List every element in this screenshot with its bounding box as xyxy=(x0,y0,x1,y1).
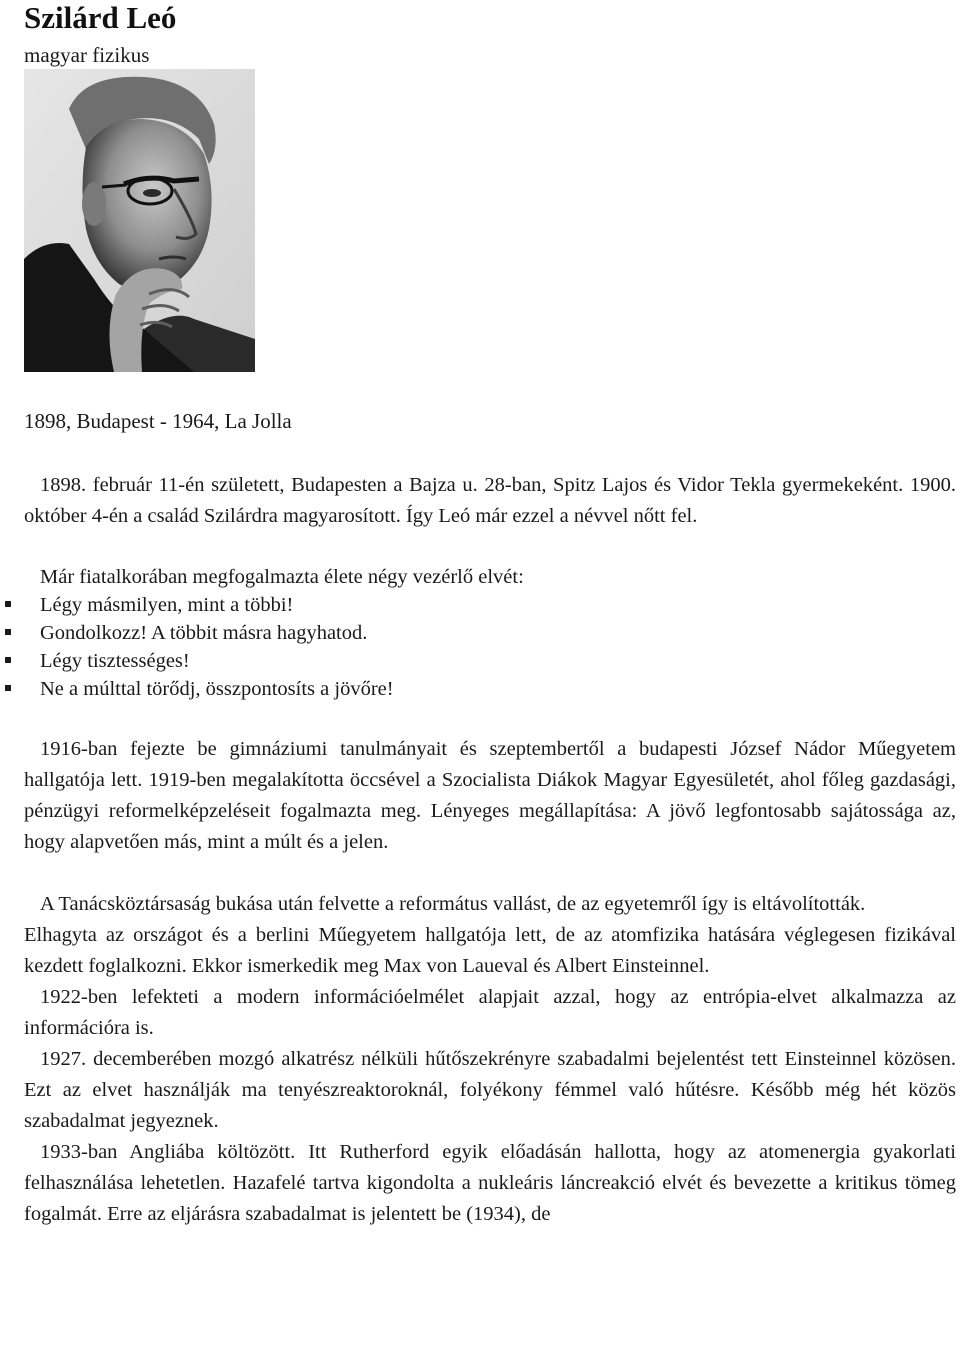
page-title: Szilárd Leó xyxy=(24,0,177,35)
paragraph-refrigerator: 1927. decemberében mozgó alkatrész nélküli hűtőszekrényre szabadalmi bejelentést tett Einsteinnel közösen. Ezt az elvet használják ma tenyészreaktoroknál, folyékony fémmel való hűtésre. Később még hét közös szabadalmat jegyeznek. xyxy=(24,1048,956,1132)
biography-text xyxy=(24,470,956,1230)
portrait-photo xyxy=(24,69,255,372)
paragraph-information-theory: 1922-ben lefekteti a modern információelmélet alapjait azzal, hogy az entrópia-elvet alkalmazza az információra is. xyxy=(24,986,956,1039)
bullet-icon xyxy=(5,629,11,635)
principles-intro: Már fiatalkorában megfogalmazta élete négy vezérlő elvét: xyxy=(40,566,524,588)
list-item: Légy tisztességes! xyxy=(24,647,956,675)
list-item: Légy másmilyen, mint a többi! xyxy=(24,591,956,619)
spacer xyxy=(24,703,956,734)
paragraph-university: 1916-ban fejezte be gimnáziumi tanulmányait és szeptembertől a budapesti József Nádor Műegyetem hallgatója lett. 1919-ben megalakította öccsével a Szocialista Diákok Magyar Egyesületét, ahol főleg gazdasági, pénzügyi reformelképzeléseit fogalmazta meg. Lényeges megállapítása: A jövő legfontosabb sajátossága az, hogy alapvetően más, mint a múlt és a jelen. xyxy=(24,738,956,853)
paragraph-berlin: Elhagyta az országot és a berlini Műegyetem hallgatója lett, de az atomfizika hatására véglegesen fizikával kezdett foglalkozni. Ekkor ismerkedik meg Max von Laueval és Albert Einsteinnel. xyxy=(24,924,956,977)
paragraph-england: 1933-ban Angliába költözött. Itt Rutherford egyik előadásán hallotta, hogy az atomenergia gyakorlati felhasználása lehetetlen. Hazafelé tartva kigondolta a nukleáris láncreakció elvét és bevezette a kritikus tömeg fogalmát. Erre az eljárásra szabadalmat is jelentett be (1934), de xyxy=(24,1141,956,1225)
lifespan-line: 1898, Budapest - 1964, La Jolla xyxy=(24,409,292,433)
paragraph-council-republic: A Tanácsköztársaság bukása után felvette a református vallást, de az egyetemről így is eltávolították. xyxy=(40,893,866,915)
page-subtitle: magyar fizikus xyxy=(24,43,150,67)
list-item: Gondolkozz! A többit másra hagyhatod. xyxy=(24,619,956,647)
bullet-icon xyxy=(5,601,11,607)
bullet-icon xyxy=(5,657,11,663)
paragraph-birth: 1898. február 11-én született, Budapesten a Bajza u. 28-ban, Spitz Lajos és Vidor Tekla gyermekeként. 1900. október 4-én a család Szilárdra magyarosított. Így Leó már ezzel a névvel nőtt fel. xyxy=(24,474,956,527)
list-item: Ne a múlttal törődj, összpontosíts a jövőre! xyxy=(24,675,956,703)
portrait-illustration xyxy=(24,69,255,372)
spacer xyxy=(24,532,956,563)
principles-list xyxy=(24,591,956,703)
document-page xyxy=(24,0,956,1225)
bullet-icon xyxy=(5,685,11,691)
spacer xyxy=(24,858,956,889)
